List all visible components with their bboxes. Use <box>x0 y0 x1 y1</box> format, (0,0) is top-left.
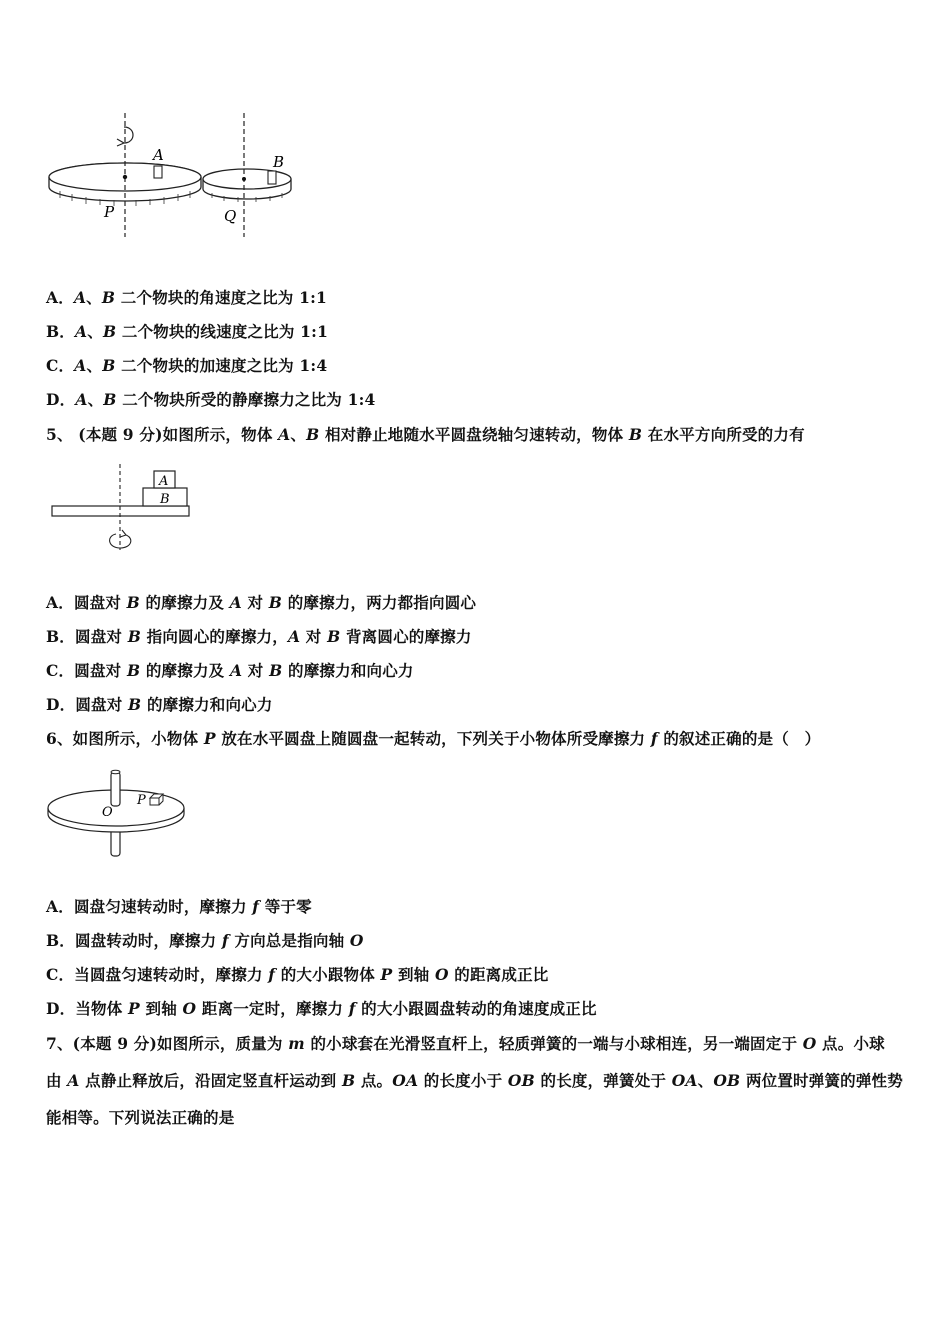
label-A: A <box>153 146 164 164</box>
q5-option-c: C．圆盘对 B 的摩擦力及 A 对 B 的摩擦力和向心力 <box>46 661 414 680</box>
q6-option-b: B．圆盘转动时，摩擦力 f 方向总是指向轴 O <box>46 931 364 950</box>
label-B: B <box>273 153 285 171</box>
label-O: O <box>102 805 113 820</box>
q7-stem-line-2: 由 A 点静止释放后，沿固定竖直杆运动到 B 点。OA 的长度小于 OB 的长度，弹簧处于 OA、OB 两位置时弹簧的弹性势 <box>46 1071 903 1090</box>
q6-option-c: C．当圆盘匀速转动时，摩擦力 f 的大小跟物体 P 到轴 O 的距离成正比 <box>46 965 549 984</box>
q4-option-c: C．A、B 二个物块的加速度之比为 1:4 <box>46 356 328 375</box>
label-P: P <box>104 203 115 221</box>
figure-two-disks <box>40 105 310 245</box>
q7-stem-line-1: 7、(本题 9 分)如图所示，质量为 m 的小球套在光滑竖直杆上，轻质弹簧的一端与小球相连，另一端固定于 O 点。小球 <box>46 1034 885 1053</box>
label-P: P <box>137 793 146 808</box>
label-B: B <box>160 492 170 507</box>
figure-disk-axis <box>40 762 200 862</box>
label-Q: Q <box>224 207 237 225</box>
q4-option-a: A．A、B 二个物块的角速度之比为 1:1 <box>46 288 327 307</box>
q5-option-d: D．圆盘对 B 的摩擦力和向心力 <box>46 695 273 714</box>
q4-option-b: B．A、B 二个物块的线速度之比为 1:1 <box>46 322 329 341</box>
label-A: A <box>159 474 169 489</box>
q7-stem-line-3: 能相等。下列说法正确的是 <box>46 1108 235 1127</box>
q5-option-b: B．圆盘对 B 指向圆心的摩擦力，A 对 B 背离圆心的摩擦力 <box>46 627 472 646</box>
q5-option-a: A．圆盘对 B 的摩擦力及 A 对 B 的摩擦力，两力都指向圆心 <box>46 593 477 612</box>
q6-option-a: A．圆盘匀速转动时，摩擦力 f 等于零 <box>46 897 312 916</box>
q6-option-d: D．当物体 P 到轴 O 距离一定时，摩擦力 f 的大小跟圆盘转动的角速度成正比 <box>46 999 597 1018</box>
figure-stacked-blocks <box>46 460 206 560</box>
q6-stem: 6、如图所示，小物体 P 放在水平圆盘上随圆盘一起转动，下列关于小物体所受摩擦力 f 的叙述正确的是（ ） <box>46 729 821 748</box>
q4-option-d: D．A、B 二个物块所受的静摩擦力之比为 1:4 <box>46 390 376 409</box>
q5-stem: 5、 (本题 9 分)如图所示，物体 A、B 相对静止地随水平圆盘绕轴匀速转动，物体 B 在水平方向所受的力有 <box>46 425 805 444</box>
